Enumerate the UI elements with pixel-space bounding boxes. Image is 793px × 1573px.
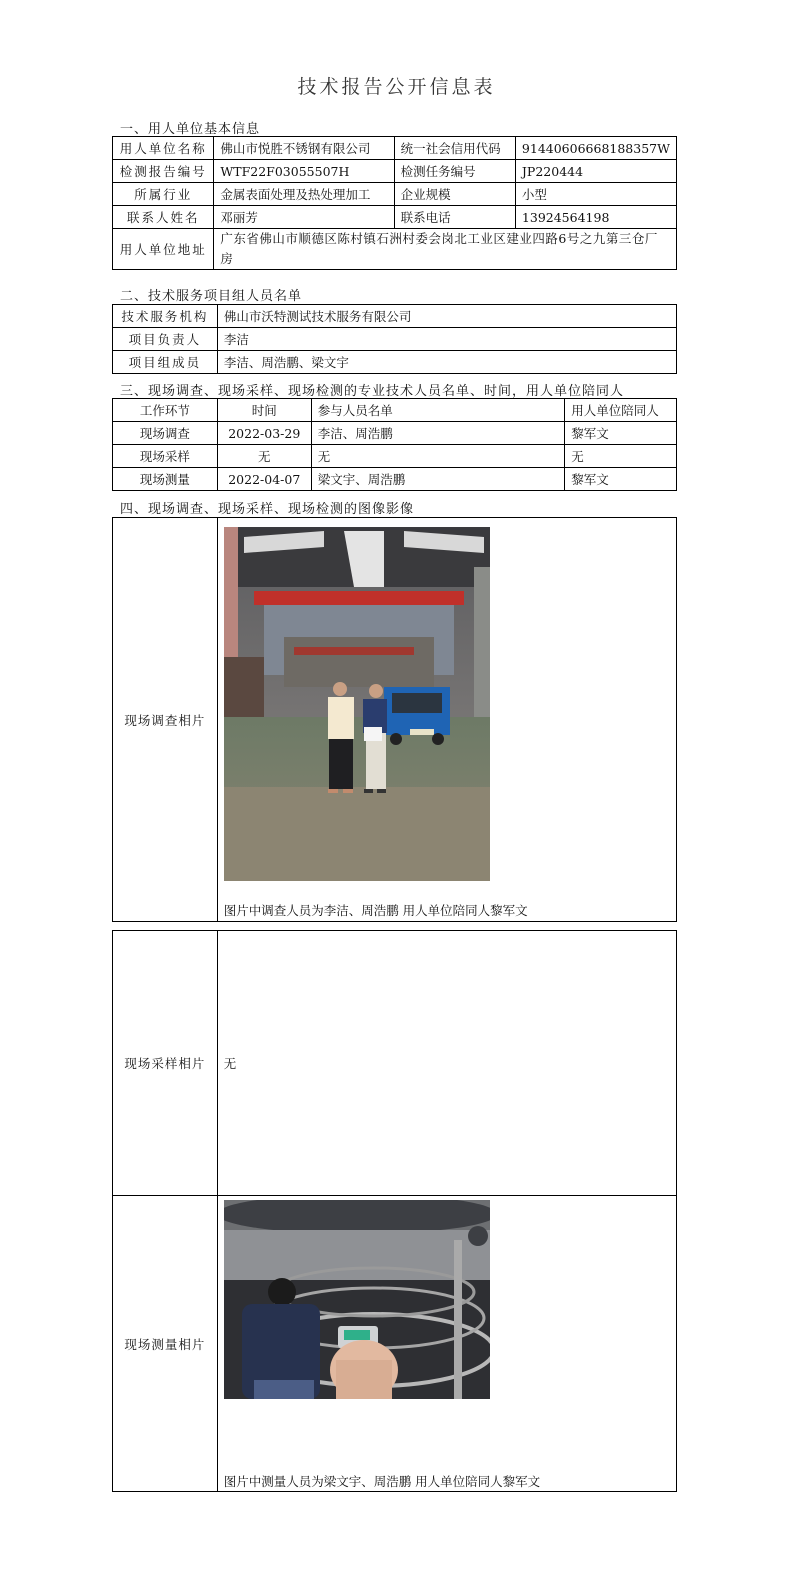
measure-photo-cell (217, 1196, 676, 1492)
section2-heading: 二、技术服务项目组人员名单 (120, 289, 303, 304)
measure-caption: 图片中测量人员为梁文宇、周浩鹏 用人单位陪同人黎军文 (223, 1474, 541, 1489)
sampling-measure-table (112, 930, 677, 1492)
cell-value: 佛山市悦胜不锈钢有限公司 (214, 137, 394, 160)
sampling-value: 无 (217, 931, 676, 1196)
measure-photo-label: 现场测量相片 (113, 1196, 218, 1492)
cell-staff: 李洁、周浩鹏 (311, 422, 564, 445)
cell-value: 91440606668188357W (515, 137, 676, 160)
team-table (112, 304, 677, 374)
address-value: 广东省佛山市顺德区陈村镇石洲村委会岗北工业区建业四路6号之九第三仓厂房 (214, 229, 677, 270)
column-header: 用人单位陪同人 (565, 399, 677, 422)
column-header: 工作环节 (113, 399, 218, 422)
table-row (113, 206, 677, 229)
fieldwork-table (112, 398, 677, 491)
cell-label: 联系电话 (394, 206, 515, 229)
cell-value: 邓丽芳 (214, 206, 394, 229)
cell-date: 2022-03-29 (217, 422, 311, 445)
section3-heading: 三、现场调查、现场采样、现场检测的专业技术人员名单、时间，用人单位陪同人 (120, 384, 625, 399)
survey-photo-table (112, 517, 677, 922)
cell-label: 检测报告编号 (113, 160, 214, 183)
cell-value: WTF22F03055507H (214, 160, 394, 183)
cell-label: 技术服务机构 (113, 305, 218, 328)
section4-heading: 四、现场调查、现场采样、现场检测的图像影像 (120, 502, 415, 517)
table-row (113, 137, 677, 160)
factory-scene-image (224, 527, 490, 881)
section1-heading: 一、用人单位基本信息 (120, 122, 261, 137)
table-row (113, 445, 677, 468)
cell-label: 检测任务编号 (394, 160, 515, 183)
cell-label: 统一社会信用代码 (394, 137, 515, 160)
table-row (113, 1196, 677, 1492)
table-row (113, 351, 677, 374)
survey-photo (224, 527, 490, 881)
cell-date: 无 (217, 445, 311, 468)
cell-value: JP220444 (515, 160, 676, 183)
cell-escort: 无 (565, 445, 677, 468)
cell-label: 项目负责人 (113, 328, 218, 351)
cell-value: 李洁、周浩鹏、梁文宇 (217, 351, 676, 374)
column-header: 时间 (217, 399, 311, 422)
table-row (113, 183, 677, 206)
table-row (113, 518, 677, 922)
cell-value: 佛山市沃特测试技术服务有限公司 (217, 305, 676, 328)
table-row (113, 468, 677, 491)
cell-label: 所属行业 (113, 183, 214, 206)
cell-stage: 现场测量 (113, 468, 218, 491)
table-row (113, 931, 677, 1196)
table-row (113, 160, 677, 183)
measure-photo (224, 1200, 490, 1399)
cell-staff: 梁文宇、周浩鹏 (311, 468, 564, 491)
table-row (113, 328, 677, 351)
table-row (113, 422, 677, 445)
cell-value: 13924564198 (515, 206, 676, 229)
survey-caption: 图片中调查人员为李洁、周浩鹏 用人单位陪同人黎军文 (223, 903, 528, 918)
cell-label: 联系人姓名 (113, 206, 214, 229)
cell-date: 2022-04-07 (217, 468, 311, 491)
measurement-scene-image (224, 1200, 490, 1399)
address-label: 用人单位地址 (113, 229, 214, 270)
cell-value: 金属表面处理及热处理加工 (214, 183, 394, 206)
page-title: 技术报告公开信息表 (297, 76, 496, 98)
cell-value: 李洁 (217, 328, 676, 351)
cell-label: 用人单位名称 (113, 137, 214, 160)
cell-stage: 现场采样 (113, 445, 218, 468)
survey-photo-cell (217, 518, 676, 922)
cell-value: 小型 (515, 183, 676, 206)
column-header: 参与人员名单 (311, 399, 564, 422)
sampling-photo-label: 现场采样相片 (113, 931, 218, 1196)
table-row (113, 229, 677, 270)
table-row (113, 305, 677, 328)
cell-label: 企业规模 (394, 183, 515, 206)
cell-escort: 黎军文 (565, 422, 677, 445)
survey-photo-label: 现场调查相片 (113, 518, 218, 922)
cell-staff: 无 (311, 445, 564, 468)
cell-stage: 现场调查 (113, 422, 218, 445)
basic-info-table (112, 136, 677, 270)
cell-label: 项目组成员 (113, 351, 218, 374)
table-header-row (113, 399, 677, 422)
cell-escort: 黎军文 (565, 468, 677, 491)
